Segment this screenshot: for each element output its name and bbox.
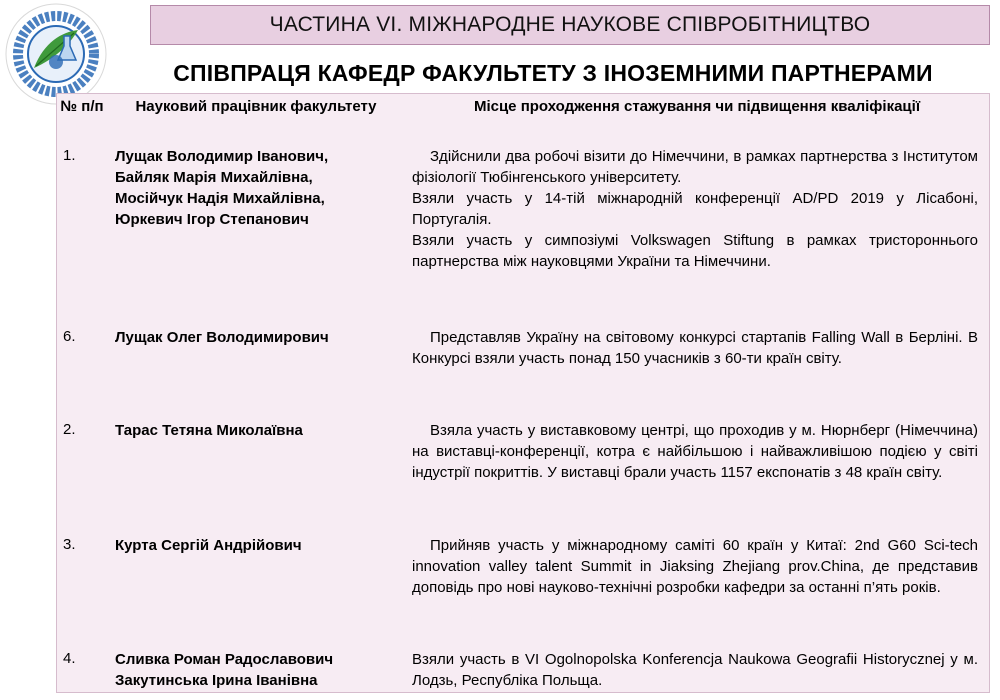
researcher-name: Байляк Марія Михайлівна, — [115, 169, 313, 186]
activity-description — [412, 327, 978, 369]
researcher-names — [115, 535, 415, 556]
section-title: ЧАСТИНА VI. МІЖНАРОДНЕ НАУКОВЕ СПІВРОБІТНИЦТВО — [269, 13, 871, 36]
section-banner — [150, 5, 990, 45]
row-number: 4. — [63, 650, 76, 667]
researcher-name: Курта Сергій Андрійович — [115, 537, 302, 554]
researcher-name: Тарас Тетяна Миколаївна — [115, 422, 303, 439]
header-researcher: Науковий працівник факультету — [135, 98, 377, 115]
activity-description — [412, 420, 978, 483]
row-number: 3. — [63, 536, 76, 553]
description-paragraph: Взяла участь у виставковому центрі, що проходив у м. Нюрнберг (Німеччина) на виставці-конференції, котра є найбільшою і найважливішою подією у світі індустрії покриттів. У виставці брали участь 1157 експонатів з 48 країн світу. — [412, 422, 978, 481]
description-paragraph: Взяли участь у 14-тій міжнародній конференції AD/PD 2019 у Лісабоні, Португалія. — [412, 190, 978, 228]
researcher-name: Юркевич Ігор Степанович — [115, 211, 309, 228]
description-paragraph: Представляв Україну на світовому конкурсі стартапів Falling Wall в Берліні. В Конкурсі взяли участь понад 150 учасників з 60-ти країн світу. — [412, 329, 978, 367]
researcher-name: Лущак Олег Володимирович — [115, 329, 329, 346]
description-paragraph: Здійснили два робочі візити до Німеччини, в рамках партнерства з Інститутом фізіології Тюбінгенського університету. — [412, 148, 978, 186]
description-paragraph: Взяли участь в VI Ogolnopolska Konferencja Naukowa Geografii Historycznej у м. Лодзь, Республіка Польща. — [412, 651, 978, 689]
description-paragraph: Взяли участь у симпозіумі Volkswagen Stiftung в рамках тристороннього партнерства між науковцями України та Німеччини. — [412, 232, 978, 270]
researcher-name: Сливка Роман Радославович — [115, 651, 334, 668]
faculty-emblem-icon — [4, 2, 108, 106]
row-number: 1. — [63, 147, 76, 164]
researcher-names — [115, 649, 415, 691]
researcher-name: Закутинська Ірина Іванівна — [115, 672, 318, 689]
row-number: 2. — [63, 421, 76, 438]
activity-description — [412, 649, 978, 691]
row-number: 6. — [63, 328, 76, 345]
header-number: № п/п — [60, 98, 104, 115]
researcher-names — [115, 146, 415, 230]
activity-description — [412, 146, 978, 272]
researcher-name: Мосійчук Надія Михайлівна, — [115, 190, 325, 207]
researcher-names — [115, 420, 415, 441]
description-paragraph: Прийняв участь у міжнародному саміті 60 країн у Китаї: 2nd G60 Sci-tech innovation valley talent Summit in Jiaksing Zhejiang prov.China, де представив доповідь про нові науково-технічні розробки кафедри за останні п’ять років. — [412, 537, 978, 596]
faculty-logo — [4, 2, 108, 106]
researcher-names — [115, 327, 415, 348]
researcher-name: Лущак Володимир Іванович, — [115, 148, 329, 165]
cooperation-table — [56, 93, 990, 693]
slide-heading: СПІВПРАЦЯ КАФЕДР ФАКУЛЬТЕТУ З ІНОЗЕМНИМИ ПАРТНЕРАМИ — [173, 60, 933, 86]
activity-description — [412, 535, 978, 598]
header-place: Місце проходження стажування чи підвищення кваліфікації — [473, 98, 921, 115]
